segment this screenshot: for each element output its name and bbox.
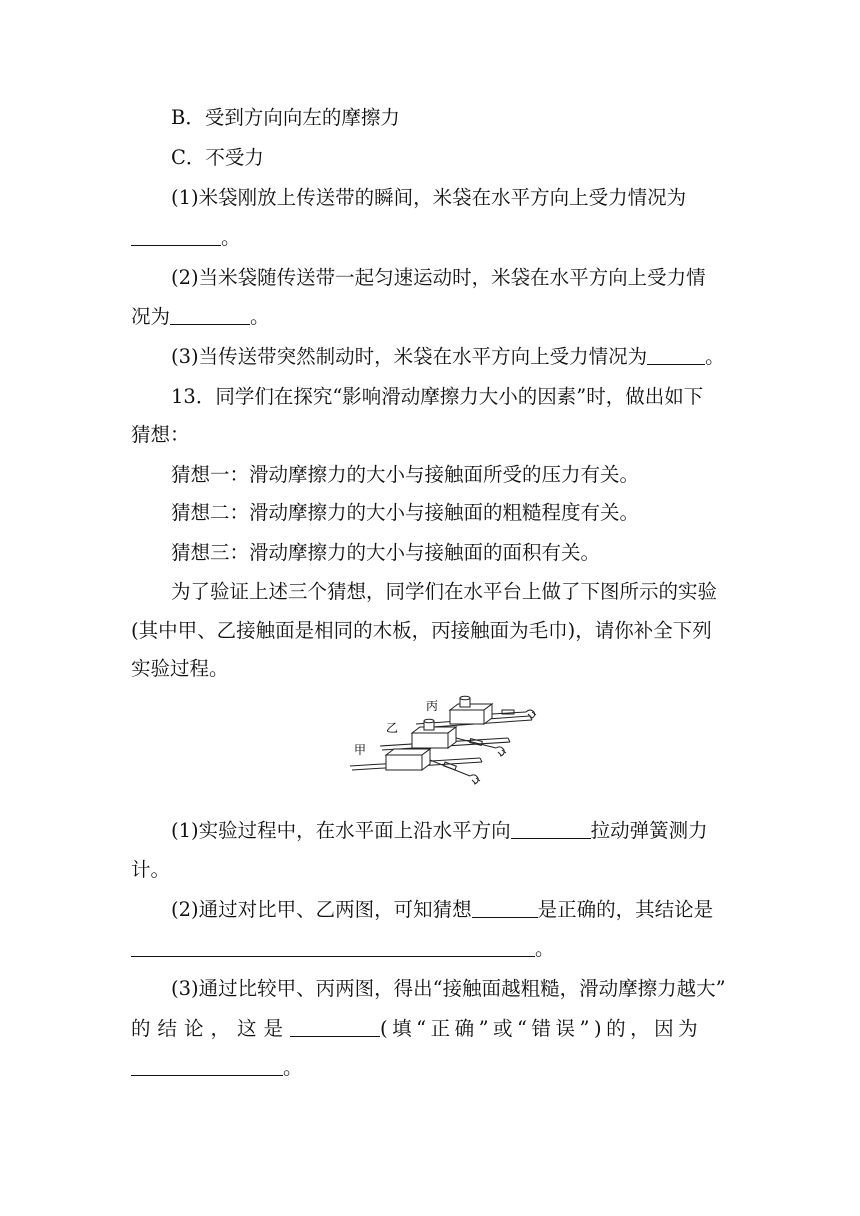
q12-part3-text: (3)当传送带突然制动时，米袋在水平方向上受力情况为 。 bbox=[171, 345, 725, 368]
q13-stem: 13．同学们在探究“影响滑动摩擦力大小的因素”时，做出如下 bbox=[171, 385, 704, 408]
q12-part2-text: (2)当米袋随传送带一起匀速运动时，米袋在水平方向上受力情 bbox=[171, 266, 706, 289]
step3-answer-line: 。 bbox=[131, 1055, 732, 1081]
step2-answer-line: 。 bbox=[131, 936, 732, 962]
step2-text: (2)通过对比甲、乙两图，可知猜想 是正确的，其结论是 bbox=[171, 898, 714, 921]
verify-text-2: (其中甲、乙接触面是相同的木板，丙接触面为毛巾)，请你补全下列 bbox=[131, 619, 712, 642]
answer-blank[interactable] bbox=[170, 306, 250, 325]
figure-label-bing: 丙 bbox=[426, 699, 439, 713]
q12-part1-text: (1)米袋刚放上传送带的瞬间，米袋在水平方向上受力情况为 bbox=[171, 186, 687, 209]
step3-cont: 的结论，这是 (填“正确”或“错误”)的，因为 bbox=[131, 1017, 703, 1040]
friction-experiment-figure bbox=[346, 692, 560, 802]
guess-1: 猜想一：滑动摩擦力的大小与接触面所受的压力有关。 bbox=[171, 463, 640, 486]
q13-stem-cont: 猜想： bbox=[131, 423, 190, 446]
figure-label-yi: 乙 bbox=[386, 721, 399, 735]
block-jia bbox=[386, 749, 430, 770]
option-c: C．不受力 bbox=[171, 146, 264, 169]
answer-blank[interactable] bbox=[131, 227, 221, 246]
verify-text-3: 实验过程。 bbox=[131, 657, 229, 680]
answer-blank[interactable] bbox=[472, 899, 538, 918]
block-bing bbox=[450, 696, 492, 724]
board-jia bbox=[350, 749, 482, 784]
answer-blank[interactable] bbox=[131, 1057, 283, 1076]
step1-text: (1)实验过程中，在水平面上沿水平方向 拉动弹簧测力 bbox=[171, 819, 708, 842]
option-b: B．受到方向向左的摩擦力 bbox=[171, 106, 400, 129]
step3-text: (3)通过比较甲、丙两图，得出“接触面越粗糙，滑动摩擦力越大” bbox=[171, 977, 726, 1000]
experiment-illustration bbox=[346, 692, 560, 802]
answer-blank[interactable] bbox=[511, 820, 591, 839]
answer-blank[interactable] bbox=[647, 346, 705, 365]
q12-part2-answer-line: 况为 。 bbox=[131, 305, 270, 328]
guess-2: 猜想二：滑动摩擦力的大小与接触面的粗糙程度有关。 bbox=[171, 501, 640, 524]
verify-text-1: 为了验证上述三个猜想，同学们在水平台上做了下图所示的实验 bbox=[171, 580, 718, 603]
q12-part1-answer-line: 。 bbox=[131, 225, 732, 251]
figure-label-jia: 甲 bbox=[354, 743, 367, 757]
answer-blank[interactable] bbox=[290, 1018, 380, 1037]
guess-3: 猜想三：滑动摩擦力的大小与接触面的面积有关。 bbox=[171, 541, 601, 564]
step1-cont: 计。 bbox=[131, 858, 171, 881]
answer-blank[interactable] bbox=[131, 938, 535, 957]
